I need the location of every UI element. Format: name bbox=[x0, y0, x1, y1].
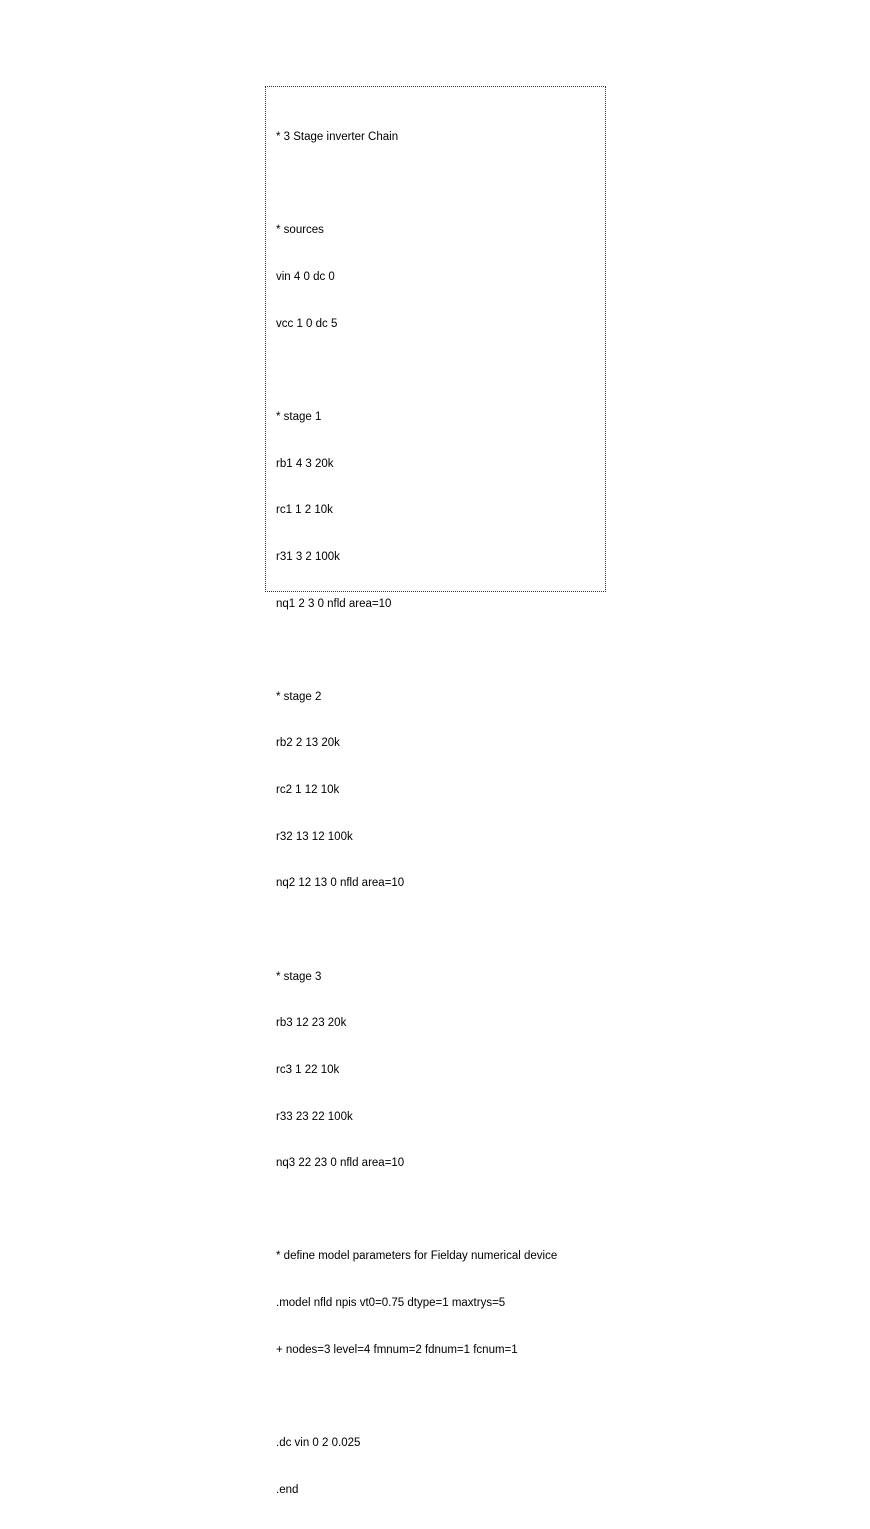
netlist-line: rb2 2 13 20k bbox=[276, 737, 340, 750]
netlist-line: .end bbox=[276, 1483, 299, 1496]
netlist-line: nq1 2 3 0 nfld area=10 bbox=[276, 597, 392, 610]
netlist-line: rc3 1 22 10k bbox=[276, 1063, 340, 1076]
netlist-line: r33 23 22 100k bbox=[276, 1110, 353, 1123]
netlist-line: * stage 3 bbox=[276, 970, 322, 983]
netlist-text bbox=[276, 99, 557, 1529]
blank-line bbox=[276, 177, 557, 193]
netlist-line: + nodes=3 level=4 fmnum=2 fdnum=1 fcnum=1 bbox=[276, 1343, 518, 1356]
netlist-line: .model nfld npis vt0=0.75 dtype=1 maxtrys=5 bbox=[276, 1297, 506, 1310]
netlist-line: nq2 12 13 0 nfld area=10 bbox=[276, 877, 405, 890]
netlist-line: rc1 1 2 10k bbox=[276, 504, 333, 517]
netlist-line: vcc 1 0 dc 5 bbox=[276, 317, 338, 330]
netlist-line: * stage 1 bbox=[276, 410, 322, 423]
blank-line bbox=[276, 643, 557, 659]
blank-line bbox=[276, 363, 557, 379]
netlist-line: * define model parameters for Fielday numerical device bbox=[276, 1250, 558, 1263]
netlist-line: .dc vin 0 2 0.025 bbox=[276, 1437, 361, 1450]
netlist-line: r31 3 2 100k bbox=[276, 550, 340, 563]
netlist-line: vin 4 0 dc 0 bbox=[276, 271, 335, 284]
netlist-line: nq3 22 23 0 nfld area=10 bbox=[276, 1157, 405, 1170]
netlist-line: r32 13 12 100k bbox=[276, 830, 353, 843]
blank-line bbox=[276, 1389, 557, 1405]
netlist-line: * sources bbox=[276, 224, 324, 237]
blank-line bbox=[276, 1203, 557, 1219]
netlist-line: rb1 4 3 20k bbox=[276, 457, 334, 470]
netlist-box bbox=[265, 86, 606, 1496]
blank-line bbox=[276, 923, 557, 939]
netlist-line: * 3 Stage inverter Chain bbox=[276, 131, 399, 144]
netlist-line: rc2 1 12 10k bbox=[276, 784, 340, 797]
netlist-line: * stage 2 bbox=[276, 690, 322, 703]
netlist-line: rb3 12 23 20k bbox=[276, 1017, 347, 1030]
